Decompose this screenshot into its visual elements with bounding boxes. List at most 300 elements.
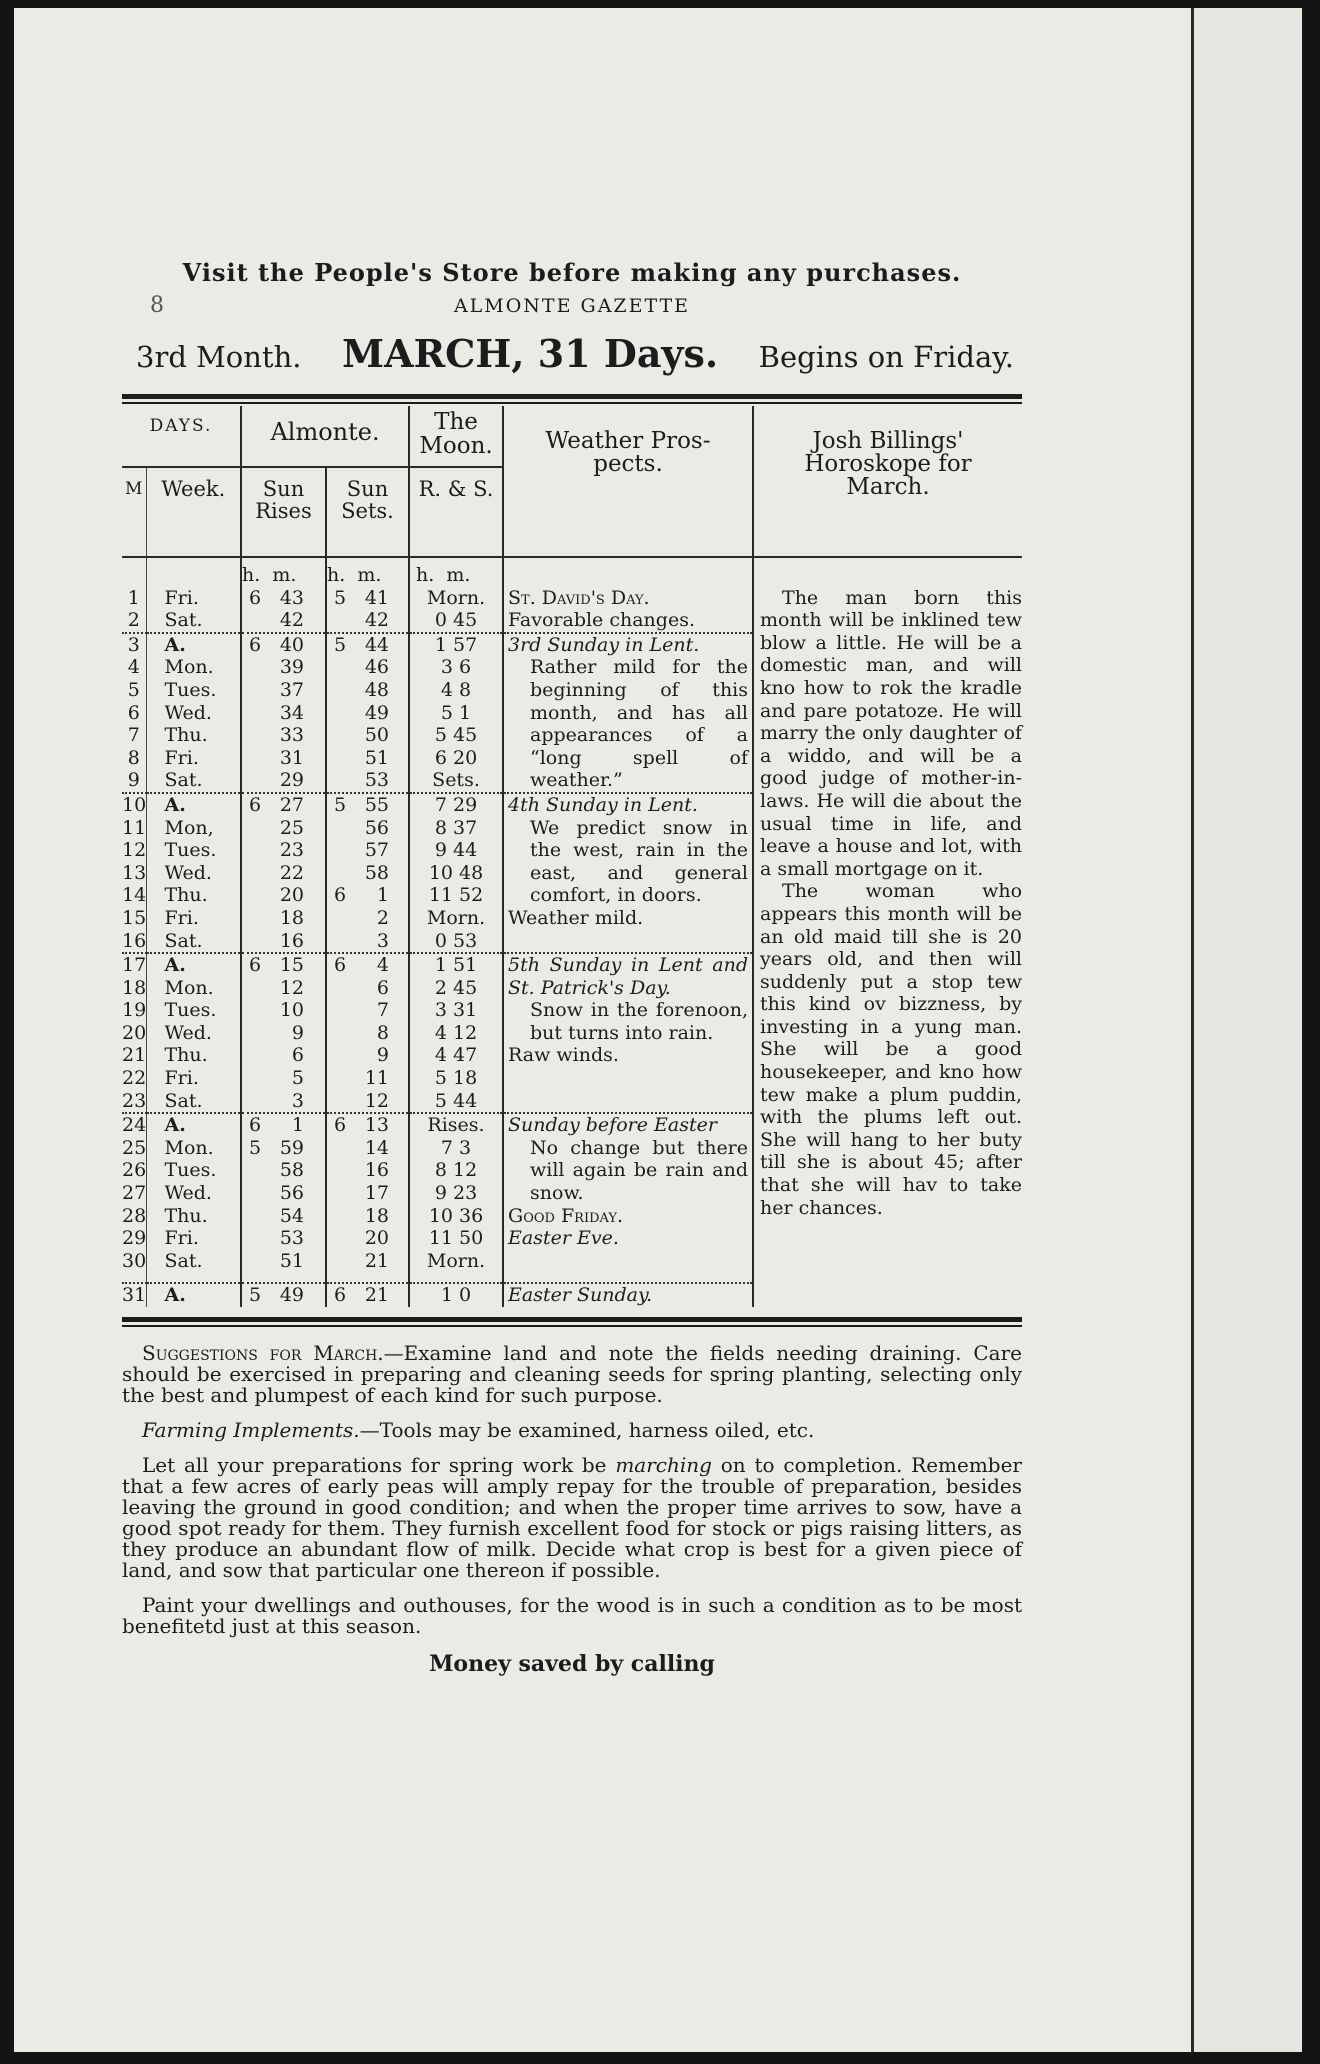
set-minute: 51 xyxy=(364,746,390,769)
sun-rises xyxy=(241,679,326,702)
weekday: Fri. xyxy=(146,907,241,930)
moon-time: 8 37 xyxy=(409,817,503,840)
top-rule-thin xyxy=(122,402,1022,404)
sun-sets xyxy=(326,793,409,817)
set-minute: 9 xyxy=(376,1044,390,1067)
horoscope-cell xyxy=(753,587,1022,1307)
weekday: Fri. xyxy=(146,1227,241,1250)
weekday: Tues. xyxy=(146,1159,241,1182)
weather-text: Snow in the forenoon, but turns into rain. xyxy=(530,999,749,1044)
moon-time: 3 31 xyxy=(409,999,503,1022)
sun-sets xyxy=(326,679,409,702)
rise-minute: 59 xyxy=(279,1136,305,1159)
day-of-month: 5 xyxy=(127,678,140,701)
bottom-rule-thin xyxy=(122,1325,1022,1327)
sun-rises xyxy=(241,1067,326,1090)
day-of-month: 10 xyxy=(122,793,147,816)
note-preparations xyxy=(122,1455,1022,1581)
sun-sets xyxy=(326,633,409,657)
set-hour: 6 xyxy=(333,1114,347,1137)
day-of-month: 30 xyxy=(122,1249,147,1272)
note-implements-body: —Tools may be examined, harness oiled, etc. xyxy=(359,1418,815,1442)
page-number: 8 xyxy=(150,293,164,318)
unit-m: m. xyxy=(357,564,382,586)
weather-text: Weather mild. xyxy=(508,906,644,929)
col-horo-l1: Josh Billings' xyxy=(812,428,964,454)
day-of-month: 21 xyxy=(122,1044,147,1067)
rise-minute: 15 xyxy=(279,954,305,977)
rise-minute: 20 xyxy=(279,884,305,907)
weekday: A. xyxy=(146,953,241,977)
set-minute: 3 xyxy=(376,929,390,952)
set-minute: 56 xyxy=(364,816,390,839)
day-of-month: 3 xyxy=(122,633,146,657)
month-heading xyxy=(122,331,1022,376)
col-horo-l2: Horoskope for xyxy=(804,451,972,477)
weekday: Tues. xyxy=(146,999,241,1022)
rise-minute: 9 xyxy=(291,1021,305,1044)
moon-time: 11 52 xyxy=(409,884,503,907)
sun-rises xyxy=(241,930,326,954)
sun-rises xyxy=(241,587,326,610)
set-minute: 50 xyxy=(364,724,390,747)
note-paint: Paint your dwellings and outhouses, for the wood is in such a condition as to be most benefitetd just at this season. xyxy=(122,1593,1022,1638)
moon-time: Morn. xyxy=(409,587,503,610)
weather-text: St. David's Day. xyxy=(508,586,650,609)
sun-rises xyxy=(241,1113,326,1137)
rise-minute: 22 xyxy=(279,861,305,884)
sun-sets xyxy=(326,977,409,1000)
set-minute: 7 xyxy=(376,999,390,1022)
sun-rises xyxy=(241,633,326,657)
sun-rises xyxy=(241,656,326,679)
sun-rises xyxy=(241,953,326,977)
rise-minute: 40 xyxy=(279,633,305,656)
moon-time: 11 50 xyxy=(409,1227,503,1250)
set-minute: 46 xyxy=(364,656,390,679)
sun-rises xyxy=(241,1283,326,1307)
moon-time: Morn. xyxy=(409,1250,503,1273)
moon-time: 5 45 xyxy=(409,724,503,747)
weather-text: Rather mild for the beginning of this month, and has all appearances of a “long spell of weather.” xyxy=(530,656,749,792)
bottom-rule xyxy=(122,1317,1022,1322)
sun-rises xyxy=(241,747,326,770)
note-implements xyxy=(122,1420,1022,1441)
day-of-month: 11 xyxy=(122,816,147,839)
sun-rises xyxy=(241,1227,326,1250)
page-content xyxy=(122,258,1022,1677)
set-hour: 5 xyxy=(333,633,347,656)
day-of-month: 26 xyxy=(122,1159,147,1182)
sun-rises xyxy=(241,1250,326,1273)
moon-time: 5 44 xyxy=(409,1090,503,1114)
rise-minute: 6 xyxy=(291,1044,305,1067)
sun-sets xyxy=(326,817,409,840)
set-minute: 4 xyxy=(376,954,390,977)
weekday: Sat. xyxy=(146,769,241,793)
weather-text: Easter Sunday. xyxy=(508,1284,653,1307)
weather-text: Good Friday. xyxy=(508,1204,623,1227)
set-minute: 41 xyxy=(364,586,390,609)
col-days: DAYS. xyxy=(149,416,213,436)
top-rule xyxy=(122,394,1022,399)
weather-text: We predict snow in the west, rain in the east, and general comfort, in doors. xyxy=(530,816,749,907)
day-of-month: 1 xyxy=(127,586,140,609)
weather-cell xyxy=(503,587,753,633)
day-of-month: 16 xyxy=(122,929,147,952)
moon-time: 2 45 xyxy=(409,977,503,1000)
col-sun-rises xyxy=(241,467,326,557)
weather-text: 5th Sunday in Lent and St. Patrick's Day. xyxy=(508,954,749,999)
sun-rises xyxy=(241,724,326,747)
col-sets-l1: Sun xyxy=(346,477,389,501)
col-moon-l1: The xyxy=(434,409,478,435)
rise-minute: 34 xyxy=(279,701,305,724)
rise-minute: 49 xyxy=(279,1284,305,1307)
moon-time: 3 6 xyxy=(409,656,503,679)
sun-sets xyxy=(326,953,409,977)
weekday: Mon. xyxy=(146,1137,241,1160)
weekday: Sat. xyxy=(146,1250,241,1273)
day-of-month: 7 xyxy=(127,724,140,747)
farm-notes xyxy=(122,1343,1022,1637)
sun-rises xyxy=(241,1182,326,1205)
weekday: Wed. xyxy=(146,1182,241,1205)
weekday: Fri. xyxy=(146,1067,241,1090)
sun-sets xyxy=(326,1090,409,1114)
moon-time: Morn. xyxy=(409,907,503,930)
set-minute: 17 xyxy=(364,1182,390,1205)
sun-sets xyxy=(326,907,409,930)
col-rs: R. & S. xyxy=(409,467,503,557)
weekday: Mon. xyxy=(146,977,241,1000)
day-of-month: 6 xyxy=(127,701,140,724)
unit-h: h. xyxy=(327,564,346,586)
set-minute: 1 xyxy=(376,884,390,907)
unit-m: m. xyxy=(446,564,471,586)
unit-h: h. xyxy=(416,564,435,586)
col-sets-l2: Sets. xyxy=(341,499,394,523)
moon-time: 10 36 xyxy=(409,1205,503,1228)
month-ordinal: 3rd Month. xyxy=(136,340,302,374)
day-of-month: 17 xyxy=(122,954,147,977)
day-of-month: 28 xyxy=(122,1204,147,1227)
sun-rises xyxy=(241,999,326,1022)
col-weather xyxy=(503,406,753,557)
set-minute: 18 xyxy=(364,1204,390,1227)
weather-text: Easter Eve. xyxy=(508,1227,619,1250)
moon-time: 9 44 xyxy=(409,839,503,862)
weekday: Wed. xyxy=(146,1022,241,1045)
weekday: Fri. xyxy=(146,587,241,610)
sun-sets xyxy=(326,702,409,725)
set-minute: 55 xyxy=(364,793,390,816)
moon-time: 0 53 xyxy=(409,930,503,954)
sun-sets xyxy=(326,1067,409,1090)
sun-sets xyxy=(326,930,409,954)
note-suggestions xyxy=(122,1343,1022,1406)
weekday: Thu. xyxy=(146,884,241,907)
weekday: Thu. xyxy=(146,724,241,747)
sun-sets xyxy=(326,1044,409,1067)
moon-time: 4 8 xyxy=(409,679,503,702)
sun-rises xyxy=(241,1022,326,1045)
almanac-page xyxy=(14,8,1191,2052)
col-rises-l1: Sun xyxy=(262,477,305,501)
set-minute: 48 xyxy=(364,678,390,701)
weather-text: 3rd Sunday in Lent. xyxy=(508,633,700,656)
adjacent-page xyxy=(1194,8,1302,2052)
moon-time: Rises. xyxy=(409,1113,503,1137)
col-almonte: Almonte. xyxy=(241,406,409,458)
note-prep-italic: marching xyxy=(615,1453,712,1477)
moon-time: Sets. xyxy=(409,769,503,793)
rise-hour: 5 xyxy=(248,1284,262,1307)
set-minute: 21 xyxy=(364,1249,390,1272)
col-moon-l2: Moon. xyxy=(419,433,493,459)
sun-sets xyxy=(326,587,409,610)
col-week: Week. xyxy=(146,467,241,557)
note-suggestions-body: —Examine land and note the fields needing draining. Care should be exercised in preparing and cleaning seeds for spring planting, selecting only the best and plumpest of each kind for such purpose. xyxy=(122,1341,1022,1407)
set-hour: 6 xyxy=(333,954,347,977)
day-of-month: 4 xyxy=(127,656,140,679)
day-of-month: 23 xyxy=(122,1089,147,1112)
moon-time: 5 18 xyxy=(409,1067,503,1090)
set-minute: 6 xyxy=(376,976,390,999)
sun-sets xyxy=(326,1205,409,1228)
weekday: Thu. xyxy=(146,1205,241,1228)
sun-rises xyxy=(241,1159,326,1182)
sun-rises xyxy=(241,609,326,633)
day-of-month: 24 xyxy=(122,1114,147,1137)
col-weather-l2: pects. xyxy=(593,451,663,477)
sun-sets xyxy=(326,1137,409,1160)
moon-time: 8 12 xyxy=(409,1159,503,1182)
weekday: Mon, xyxy=(146,817,241,840)
sun-sets xyxy=(326,747,409,770)
weekday: Sat. xyxy=(146,609,241,633)
rise-minute: 3 xyxy=(291,1089,305,1112)
rise-minute: 10 xyxy=(279,999,305,1022)
rise-hour: 6 xyxy=(248,586,262,609)
set-minute: 58 xyxy=(364,861,390,884)
sun-sets xyxy=(326,1022,409,1045)
rise-hour: 5 xyxy=(248,1136,262,1159)
day-of-month: 29 xyxy=(122,1227,147,1250)
moon-time: 1 51 xyxy=(409,953,503,977)
weekday: Tues. xyxy=(146,839,241,862)
day-of-month: 8 xyxy=(127,746,140,769)
weather-cell xyxy=(503,633,753,793)
sun-sets xyxy=(326,1182,409,1205)
set-hour: 5 xyxy=(333,793,347,816)
rise-minute: 51 xyxy=(279,1249,305,1272)
set-minute: 16 xyxy=(364,1159,390,1182)
store-banner: Visit the People's Store before making any purchases. xyxy=(182,258,962,287)
set-minute: 14 xyxy=(364,1136,390,1159)
sun-sets xyxy=(326,884,409,907)
weather-text: Favorable changes. xyxy=(508,609,695,632)
moon-time: 1 0 xyxy=(409,1283,503,1307)
weekday: Wed. xyxy=(146,862,241,885)
weekday: Mon. xyxy=(146,656,241,679)
col-sun-sets xyxy=(326,467,409,557)
set-minute: 2 xyxy=(376,906,390,929)
weekday: Sat. xyxy=(146,1090,241,1114)
horoscope-paragraph: The man born this month will be inklined tew blow a little. He will be a domestic man, and will kno how to rok the kradle and pare potatoze. He will marry the only daughter of a widdo, and will be a good judge of mother-in-laws. He will die about the usual time in life, and leave a house and lot, with a small mortgage on it. xyxy=(760,586,1023,880)
sun-rises xyxy=(241,702,326,725)
weather-cell xyxy=(503,1283,753,1307)
day-of-month: 31 xyxy=(122,1284,147,1307)
rise-minute: 39 xyxy=(279,656,305,679)
sun-sets xyxy=(326,656,409,679)
col-horoscope xyxy=(753,406,1022,557)
moon-time: 10 48 xyxy=(409,862,503,885)
moon-time: 9 23 xyxy=(409,1182,503,1205)
horoscope-paragraph: The woman who appears this month will be an old maid till she is 20 years old, and then will suddenly put a stop tew this kind ov bizzness, by investing in a yung man. She will be a good housekeeper, and kno how tew make a plum puddin, with the plums left out. She will hang to her buty till she is about 45; after that she will hav to take her chances. xyxy=(760,880,1023,1219)
column-header-row xyxy=(122,406,1022,458)
rise-minute: 1 xyxy=(291,1114,305,1137)
weekday: A. xyxy=(146,633,241,657)
rise-minute: 29 xyxy=(279,769,305,792)
day-of-month: 20 xyxy=(122,1021,147,1044)
moon-time: 0 45 xyxy=(409,609,503,633)
weather-text: Raw winds. xyxy=(508,1044,619,1067)
set-minute: 11 xyxy=(364,1067,390,1090)
sun-rises xyxy=(241,1090,326,1114)
day-of-month: 25 xyxy=(122,1136,147,1159)
sun-sets xyxy=(326,1283,409,1307)
note-implements-head: Farming Implements. xyxy=(142,1418,360,1442)
unit-m: m. xyxy=(272,564,297,586)
weather-text: No change but there will again be rain and snow. xyxy=(530,1136,749,1205)
moon-time: 5 1 xyxy=(409,702,503,725)
set-minute: 12 xyxy=(364,1089,390,1112)
rise-minute: 18 xyxy=(279,906,305,929)
rise-minute: 37 xyxy=(279,678,305,701)
sun-sets xyxy=(326,999,409,1022)
set-minute: 57 xyxy=(364,839,390,862)
rise-minute: 12 xyxy=(279,976,305,999)
set-hour: 6 xyxy=(333,884,347,907)
sun-sets xyxy=(326,609,409,633)
units-row xyxy=(122,557,1022,587)
weather-cell xyxy=(503,953,753,1113)
set-minute: 44 xyxy=(364,633,390,656)
sun-rises xyxy=(241,793,326,817)
day-of-month: 13 xyxy=(122,861,147,884)
rise-minute: 23 xyxy=(279,839,305,862)
set-minute: 49 xyxy=(364,701,390,724)
rise-minute: 25 xyxy=(279,816,305,839)
col-m: M xyxy=(125,479,143,499)
weather-cell xyxy=(503,1113,753,1272)
rise-minute: 53 xyxy=(279,1227,305,1250)
col-rises-l2: Rises xyxy=(255,499,312,523)
day-of-month: 14 xyxy=(122,884,147,907)
rise-minute: 54 xyxy=(279,1204,305,1227)
sun-rises xyxy=(241,1205,326,1228)
moon-time: 1 57 xyxy=(409,633,503,657)
sun-rises xyxy=(241,907,326,930)
month-begins: Begins on Friday. xyxy=(758,340,1014,374)
weekday: Thu. xyxy=(146,1044,241,1067)
day-of-month: 22 xyxy=(122,1067,147,1090)
col-horo-l3: March. xyxy=(846,474,930,500)
sun-rises xyxy=(241,884,326,907)
day-of-month: 19 xyxy=(122,999,147,1022)
sun-rises xyxy=(241,1044,326,1067)
sun-sets xyxy=(326,769,409,793)
sun-sets xyxy=(326,839,409,862)
day-of-month: 27 xyxy=(122,1182,147,1205)
rise-minute: 58 xyxy=(279,1159,305,1182)
day-of-month: 18 xyxy=(122,976,147,999)
weekday: Fri. xyxy=(146,747,241,770)
weather-text: Sunday before Easter xyxy=(508,1114,717,1137)
weekday: Wed. xyxy=(146,702,241,725)
moon-time: 7 29 xyxy=(409,793,503,817)
set-minute: 8 xyxy=(376,1021,390,1044)
gazette-title: ALMONTE GAZETTE xyxy=(453,295,691,317)
weather-cell xyxy=(503,793,753,953)
weekday: Tues. xyxy=(146,679,241,702)
moon-time: 7 3 xyxy=(409,1137,503,1160)
weekday: A. xyxy=(146,1283,241,1307)
weekday: A. xyxy=(146,793,241,817)
sun-rises xyxy=(241,839,326,862)
month-title: MARCH, 31 Days. xyxy=(342,331,719,376)
rise-hour: 6 xyxy=(248,1114,262,1137)
set-hour: 5 xyxy=(333,586,347,609)
sun-sets xyxy=(326,862,409,885)
rise-hour: 6 xyxy=(248,954,262,977)
set-minute: 21 xyxy=(364,1284,390,1307)
moon-time: 4 47 xyxy=(409,1044,503,1067)
rise-minute: 43 xyxy=(279,586,305,609)
note-prep-a: Let all your preparations for spring work be xyxy=(142,1453,616,1477)
set-minute: 42 xyxy=(364,609,390,632)
note-suggestions-head: Suggestions for March. xyxy=(142,1341,384,1365)
sun-rises xyxy=(241,977,326,1000)
rise-hour: 6 xyxy=(248,793,262,816)
rise-minute: 42 xyxy=(279,609,305,632)
rise-minute: 56 xyxy=(279,1182,305,1205)
set-minute: 20 xyxy=(364,1227,390,1250)
set-minute: 13 xyxy=(364,1114,390,1137)
moon-time: 6 20 xyxy=(409,747,503,770)
day-of-month: 12 xyxy=(122,839,147,862)
sun-rises xyxy=(241,862,326,885)
weekday: A. xyxy=(146,1113,241,1137)
rise-minute: 31 xyxy=(279,746,305,769)
col-moon xyxy=(409,406,503,458)
col-weather-l1: Weather Pros- xyxy=(545,428,711,454)
day-of-month: 2 xyxy=(127,609,140,632)
moon-time: 4 12 xyxy=(409,1022,503,1045)
note-prep-b: on to completion. Remember that a few acres of early peas will amply repay for the trouble of preparation, besides leaving the ground in good condition; and when the proper time arrives to sow, have a good spot ready for them. They furnish excellent food for stock or pigs raising litters, as they produce an abundant flow of milk. Decide what crop is best for a given piece of land, and sow that particular one thereon if possible. xyxy=(122,1453,1022,1582)
set-hour: 6 xyxy=(333,1284,347,1307)
sun-sets xyxy=(326,1113,409,1137)
set-minute: 53 xyxy=(364,769,390,792)
table-row xyxy=(122,587,1022,610)
rise-minute: 27 xyxy=(279,793,305,816)
rise-minute: 5 xyxy=(291,1067,305,1090)
sun-rises xyxy=(241,1137,326,1160)
sun-sets xyxy=(326,1227,409,1250)
sun-rises xyxy=(241,817,326,840)
rise-minute: 16 xyxy=(279,929,305,952)
